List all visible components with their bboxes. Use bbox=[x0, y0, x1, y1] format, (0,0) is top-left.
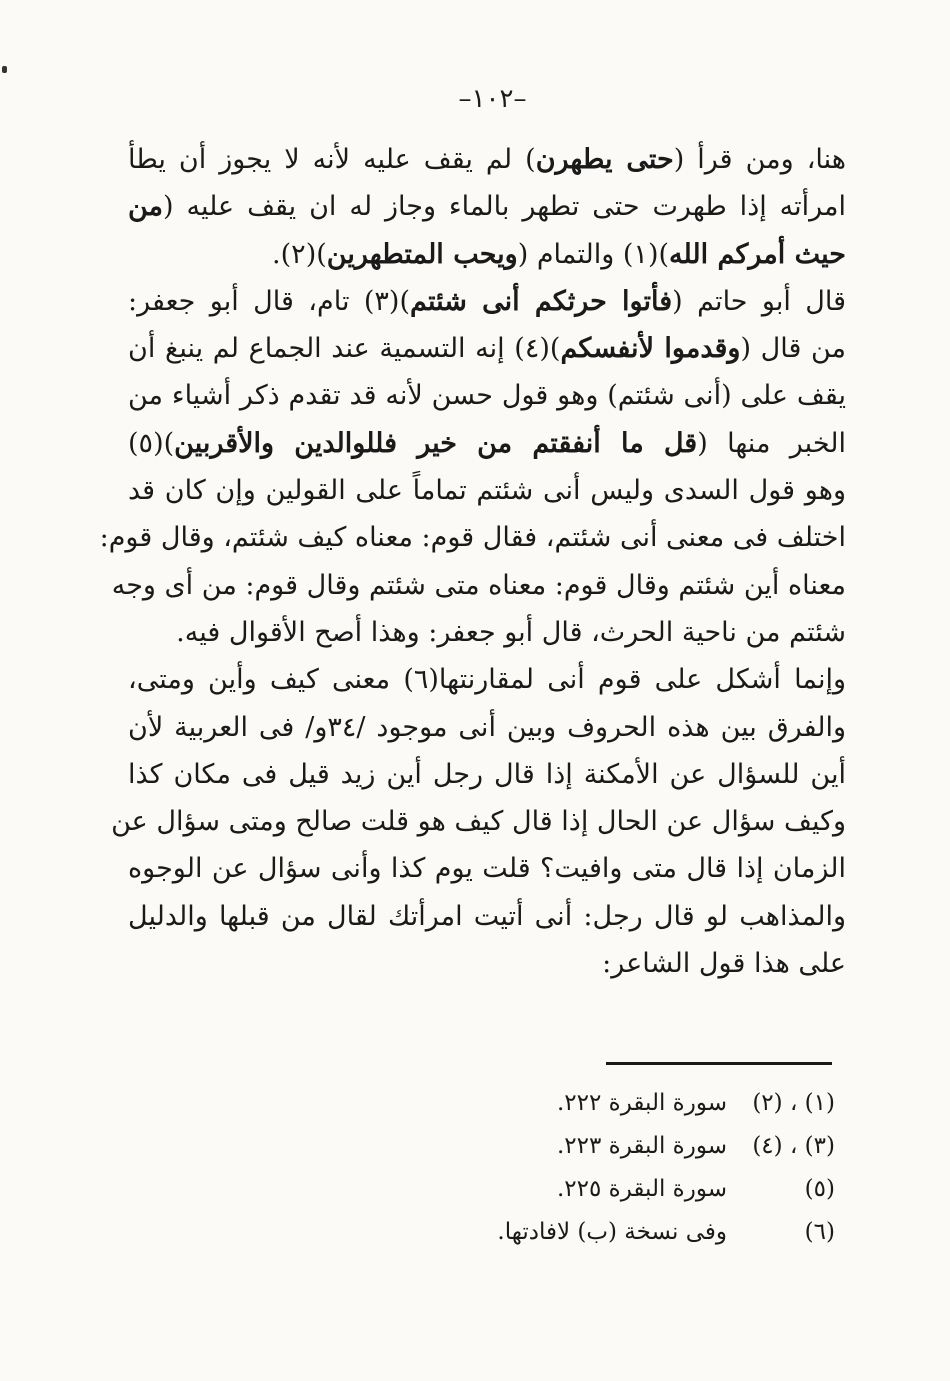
footnote-text: سورة البقرة ٢٢٥. bbox=[556, 1176, 727, 1202]
text-segment: الزمان إذا قال متى وافيت؟ قلت يوم كذا وأنى سؤال عن الوجوه bbox=[128, 853, 846, 885]
text-segment: اختلف فى معنى أنى شئتم، فقال قوم: معناه كيف شئتم، وقال قوم: bbox=[99, 522, 846, 554]
quran-quote: ويحب المتطهرين bbox=[326, 238, 518, 270]
text-segment: من قال ( bbox=[740, 333, 847, 365]
text-segment: )(٣) تام، قال أبو جعفر: bbox=[128, 285, 410, 317]
text-line bbox=[128, 467, 846, 514]
text-segment: )(٢). bbox=[272, 238, 327, 270]
footnote-text: سورة البقرة ٢٢٣. bbox=[556, 1133, 727, 1159]
footnote-text: وفى نسخة (ب) لافادتها. bbox=[497, 1219, 727, 1245]
text-line bbox=[111, 562, 846, 609]
text-segment: على هذا قول الشاعر: bbox=[602, 948, 846, 980]
text-line bbox=[99, 514, 846, 561]
footnote bbox=[300, 1211, 835, 1254]
text-line bbox=[128, 231, 846, 278]
quran-quote: فأتوا حرثكم أنى شئتم bbox=[410, 285, 673, 317]
text-line bbox=[128, 751, 846, 798]
text-segment: شئتم من ناحية الحرث، قال أبو جعفر: وهذا أصح الأقوال فيه. bbox=[176, 616, 846, 648]
text-segment: أين للسؤال عن الأمكنة إذا قال رجل أين زيد قيل فى مكان كذا bbox=[128, 758, 846, 790]
text-line bbox=[128, 183, 846, 230]
footnote-divider bbox=[606, 1062, 832, 1065]
text-line bbox=[128, 325, 846, 372]
quran-quote: وقدموا لأنفسكم bbox=[560, 333, 741, 365]
text-segment: وهو قول السدى وليس أنى شئتم تماماً على القولين وإن كان قد bbox=[128, 475, 846, 507]
text-segment: يقف على (أنى شئتم) وهو قول حسن لأنه قد تقدم ذكر أشياء من bbox=[128, 380, 846, 412]
text-segment: ) لم يقف عليه لأنه لا يجوز أن يطأ bbox=[128, 144, 536, 175]
footnote-ref: (٣) ، (٤) bbox=[752, 1133, 835, 1159]
text-segment: والمذاهب لو قال رجل: أنى أتيت امرأتك لقال من قبلها والدليل bbox=[128, 900, 846, 932]
text-segment: الخبر منها ( bbox=[697, 427, 846, 459]
text-segment: )(٥) bbox=[128, 427, 175, 459]
text-line bbox=[128, 609, 846, 656]
text-line bbox=[128, 940, 846, 987]
quran-quote: من bbox=[128, 191, 164, 223]
quran-quote: قل ما أنفقتم من خير فللوالدين والأقربين bbox=[174, 427, 698, 459]
footnote-text: سورة البقرة ٢٢٢. bbox=[556, 1090, 727, 1116]
footnote-ref: (١) ، (٢) bbox=[752, 1090, 835, 1116]
text-line bbox=[128, 656, 846, 703]
text-line bbox=[128, 845, 846, 892]
text-line bbox=[128, 278, 846, 325]
text-line bbox=[128, 372, 846, 419]
text-line bbox=[128, 893, 846, 940]
scan-speck bbox=[2, 66, 7, 73]
text-line bbox=[128, 136, 846, 183]
text-segment: معناه أين شئتم وقال قوم: معناه متى شئتم وقال قوم: من أى وجه bbox=[111, 569, 846, 601]
page-number: –١٠٢– bbox=[458, 84, 527, 114]
text-segment: امرأته إذا طهرت حتى تطهر بالماء وجاز له ان يقف عليه ( bbox=[163, 191, 846, 223]
footnotes bbox=[300, 1082, 835, 1254]
footnote-ref: (٥) bbox=[804, 1176, 835, 1202]
footnote-ref: (٦) bbox=[804, 1219, 835, 1245]
quran-quote: حيث أمركم الله bbox=[669, 238, 846, 270]
text-line bbox=[128, 704, 846, 751]
body-text bbox=[99, 136, 847, 987]
text-line bbox=[111, 798, 846, 845]
text-segment: هنا، ومن قرأ ( bbox=[673, 144, 847, 175]
text-segment: قال أبو حاتم ( bbox=[672, 285, 847, 317]
text-segment: وإنما أشكل على قوم أنى لمقارنتها(٦) معنى كيف وأين ومتى، bbox=[128, 664, 846, 696]
footnote bbox=[300, 1168, 835, 1211]
text-segment: )(٤) إنه التسمية عند الجماع لم ينبغ أن bbox=[128, 333, 561, 365]
text-segment: وكيف سؤال عن الحال إذا قال كيف هو قلت صالح ومتى سؤال عن bbox=[111, 806, 846, 838]
footnote bbox=[300, 1082, 835, 1125]
text-line bbox=[128, 420, 846, 467]
text-segment: )(١) والتمام ( bbox=[517, 238, 670, 270]
text-segment: والفرق بين هذه الحروف وبين أنى موجود /٣٤و/ فى العربية لأن bbox=[128, 711, 846, 743]
quran-quote: حتى يطهرن bbox=[535, 144, 674, 175]
footnote bbox=[300, 1125, 835, 1168]
